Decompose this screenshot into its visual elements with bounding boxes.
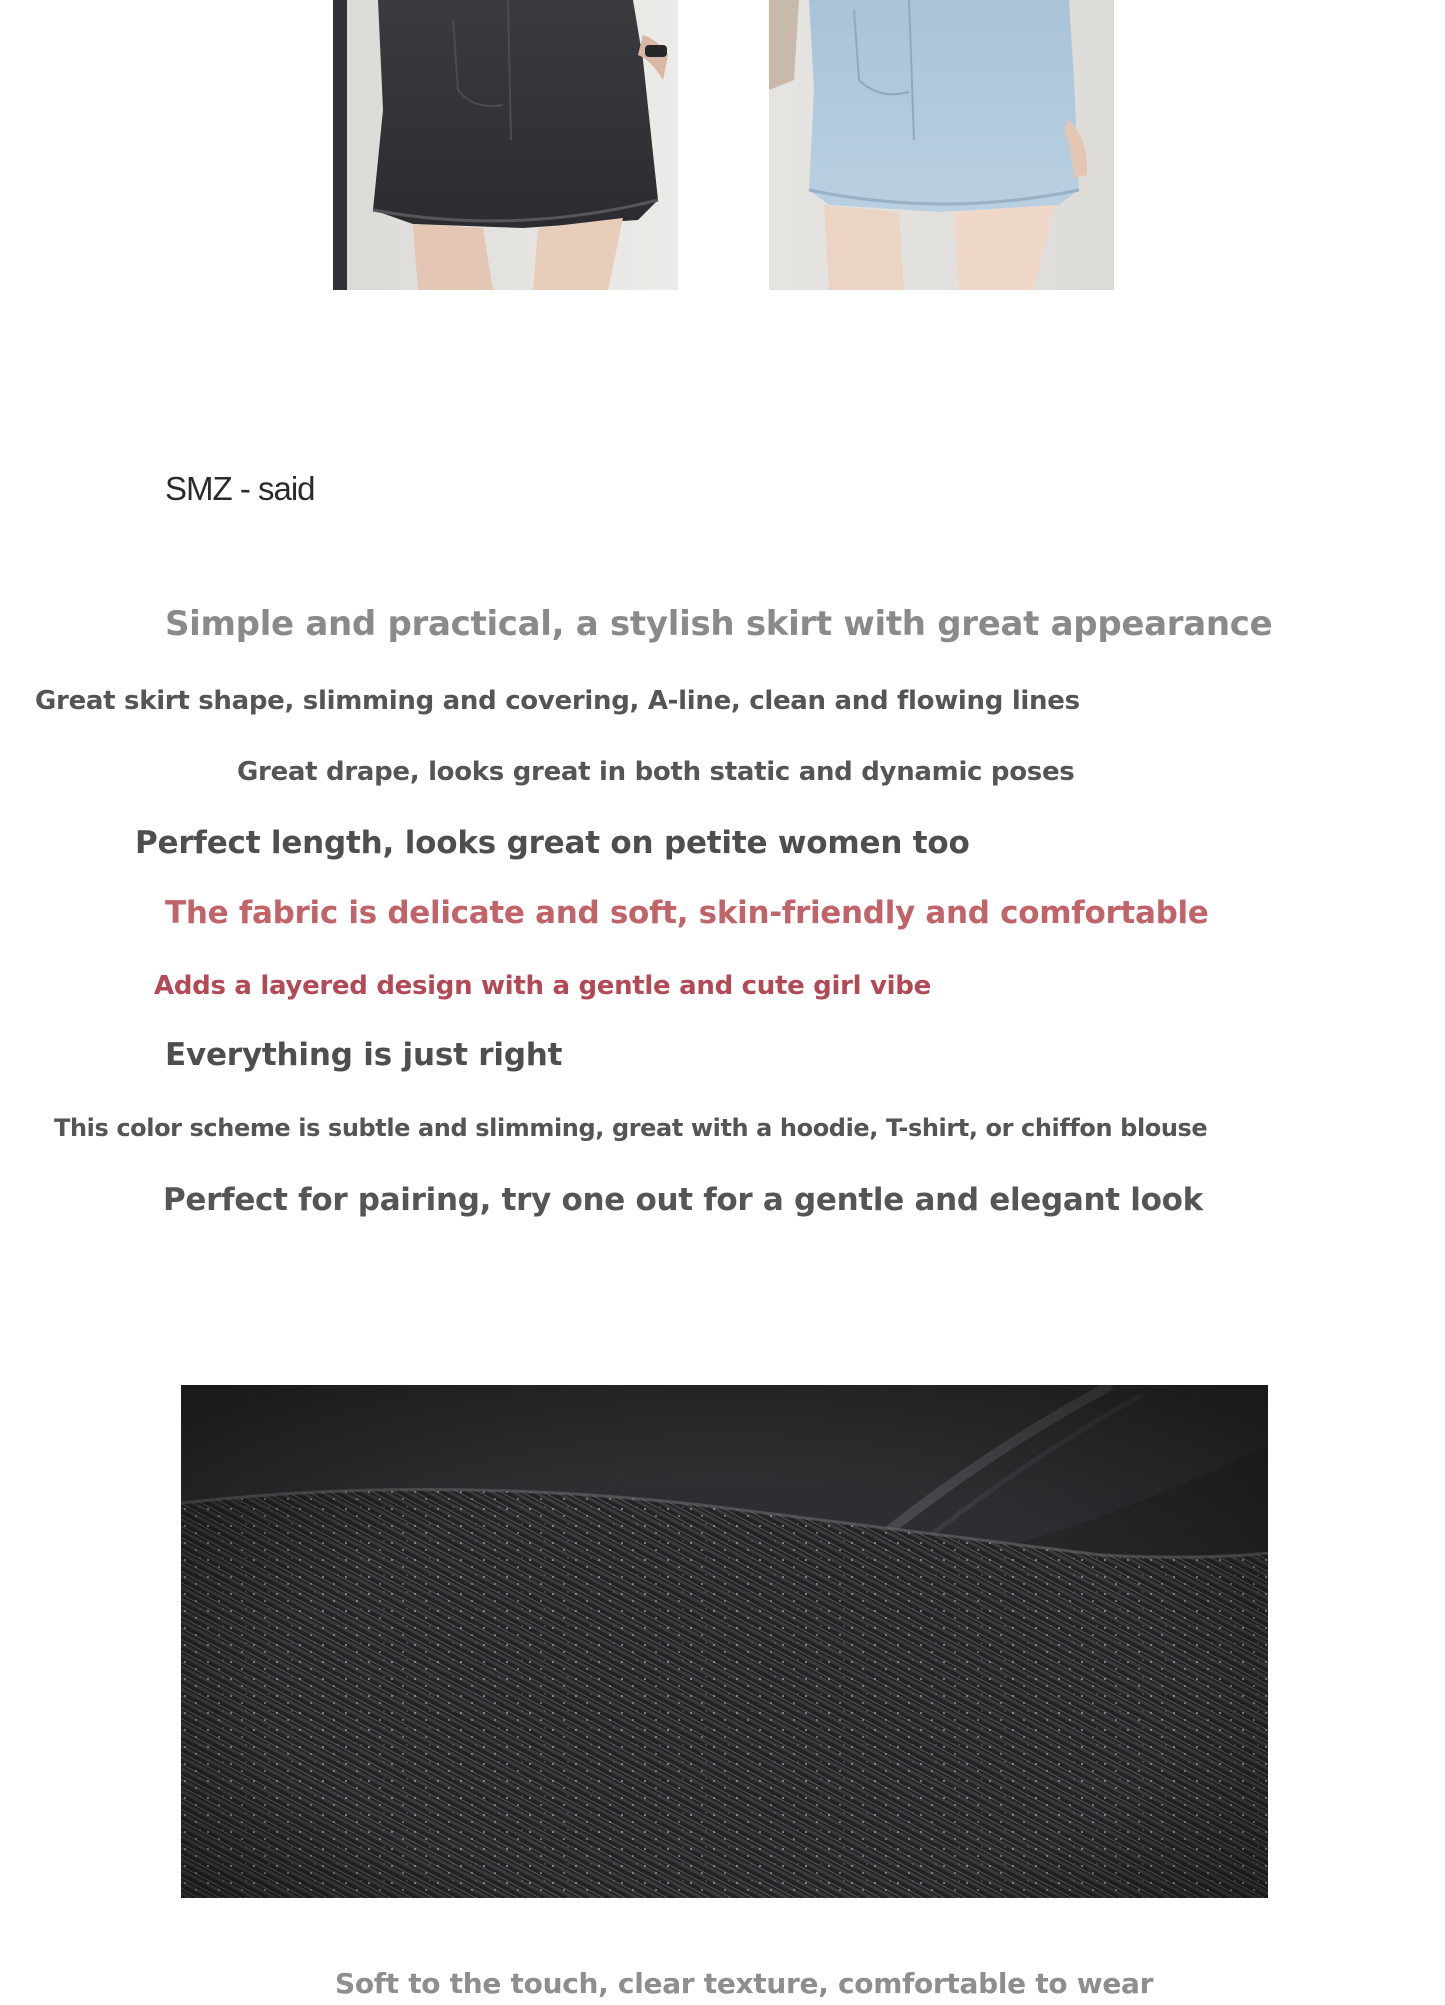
- pairing-text: Perfect for pairing, try one out for a gentle and elegant look: [163, 1182, 1203, 1218]
- fabric-text: The fabric is delicate and soft, skin-friendly and comfortable: [165, 895, 1209, 931]
- color-text: This color scheme is subtle and slimming, great with a hoodie, T-shirt, or chiffon blouse: [54, 1114, 1208, 1142]
- shape-text: Great skirt shape, slimming and covering, A-line, clean and flowing lines: [35, 686, 1080, 716]
- black-skirt-photo: [333, 0, 678, 290]
- blue-skirt-photo: [769, 0, 1114, 290]
- length-text: Perfect length, looks great on petite women too: [135, 825, 970, 861]
- black-skirt-image: [333, 0, 678, 290]
- blue-skirt-image: [769, 0, 1114, 290]
- layered-text: Adds a layered design with a gentle and cute girl vibe: [154, 971, 931, 1001]
- fabric-caption: Soft to the touch, clear texture, comfortable to wear: [335, 1967, 1154, 2000]
- right-text: Everything is just right: [165, 1037, 563, 1073]
- fabric-closeup-image: [181, 1385, 1268, 1898]
- fabric-closeup-photo: [181, 1385, 1268, 1898]
- brand-signature: SMZ - said: [165, 470, 315, 507]
- drape-text: Great drape, looks great in both static and dynamic poses: [237, 757, 1075, 787]
- headline-text: Simple and practical, a stylish skirt with great appearance: [165, 604, 1273, 644]
